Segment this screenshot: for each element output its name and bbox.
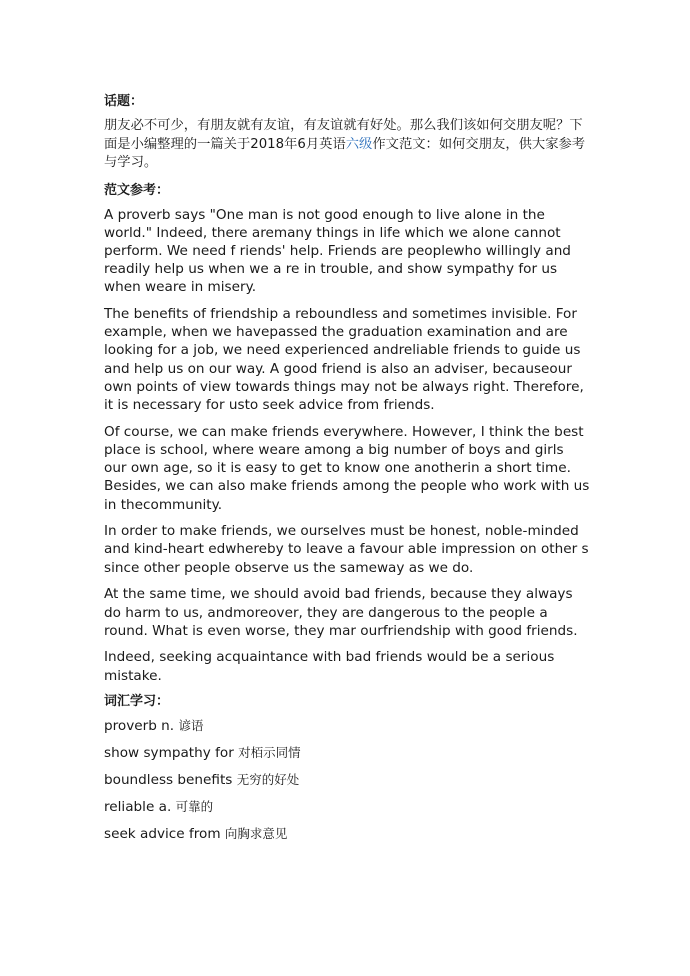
intro-year: 2018 bbox=[250, 136, 285, 152]
vocab-term: reliable a. bbox=[104, 799, 172, 816]
vocab-meaning: 向胸求意见 bbox=[224, 826, 288, 842]
vocab-item bbox=[104, 744, 590, 762]
vocab-term: boundless benefits bbox=[104, 772, 233, 789]
intro-text-a: 朋友必不可少，有朋友就有友谊，有友谊就有好处。那么我们该如何交朋友呢？下面是小编整理的一篇关于 bbox=[104, 118, 583, 152]
intro-month: 6 bbox=[297, 136, 306, 152]
vocab-item bbox=[104, 798, 590, 816]
document-page bbox=[104, 93, 590, 852]
topic-heading: 话题： bbox=[104, 94, 144, 109]
cet6-link[interactable]: 六级 bbox=[345, 136, 373, 152]
intro-text-c: 月英语 bbox=[305, 136, 346, 152]
vocab-term: proverb n. bbox=[104, 718, 175, 735]
vocab-term: show sympathy for bbox=[104, 745, 234, 762]
intro-text-b: 年 bbox=[284, 136, 298, 152]
vocab-meaning: 对栢示同情 bbox=[238, 745, 301, 761]
vocab-item bbox=[104, 825, 590, 843]
essay-paragraph: A proverb says "One man is not good enough to live alone in the world." Indeed, there aremany things in life which we alone cannot perform. We need f riends' help. Friends are peoplewho willingly and readily help us when we a re in trouble, and show sympathy for us when weare in misery. bbox=[104, 206, 571, 296]
essay-body bbox=[104, 206, 590, 685]
essay-paragraph: In order to make friends, we ourselves must be honest, noble-minded and kind-heart edwhereby to leave a favour able impression on other s since other people observe us the sameway as we do. bbox=[104, 523, 589, 576]
vocab-item bbox=[104, 771, 590, 789]
intro-text-d: 作文范文：如何交朋友，供大家参考与学习。 bbox=[104, 136, 586, 170]
topic-intro bbox=[104, 117, 590, 173]
essay-paragraph: The benefits of friendship a reboundless and sometimes invisible. For example, when we havepassed the graduation examination and are looking for a job, we need experienced andreliable friends to guide us and help us on our way. A good friend is also an adviser, becauseour own points of view towards things may not be always right. Therefore, it is necessary for usto seek advice from friends. bbox=[104, 306, 584, 414]
vocab-meaning: 可靠的 bbox=[175, 799, 214, 815]
vocab-meaning: 无穷的好处 bbox=[236, 772, 300, 788]
vocab-item bbox=[104, 717, 590, 735]
vocabulary-heading: 词汇学习： bbox=[104, 694, 170, 710]
essay-heading: 范文参考： bbox=[104, 182, 170, 198]
vocab-term: seek advice from bbox=[104, 826, 221, 843]
essay-paragraph: At the same time, we should avoid bad friends, because they always do harm to us, andmoreover, they are dangerous to the people a round. What is even worse, they mar ourfriendship with good friends. bbox=[104, 586, 578, 639]
vocabulary-list bbox=[104, 717, 590, 843]
essay-paragraph: Of course, we can make friends everywhere. However, I think the best place is school, where weare among a big number of boys and girls our own age, so it is easy to get to know one anotherin a short time. Besides, we can also make friends among the people who work with us in thecommunity. bbox=[104, 423, 590, 513]
essay-paragraph: Indeed, seeking acquaintance with bad friends would be a serious mistake. bbox=[104, 649, 555, 684]
vocab-meaning: 谚语 bbox=[178, 718, 204, 734]
